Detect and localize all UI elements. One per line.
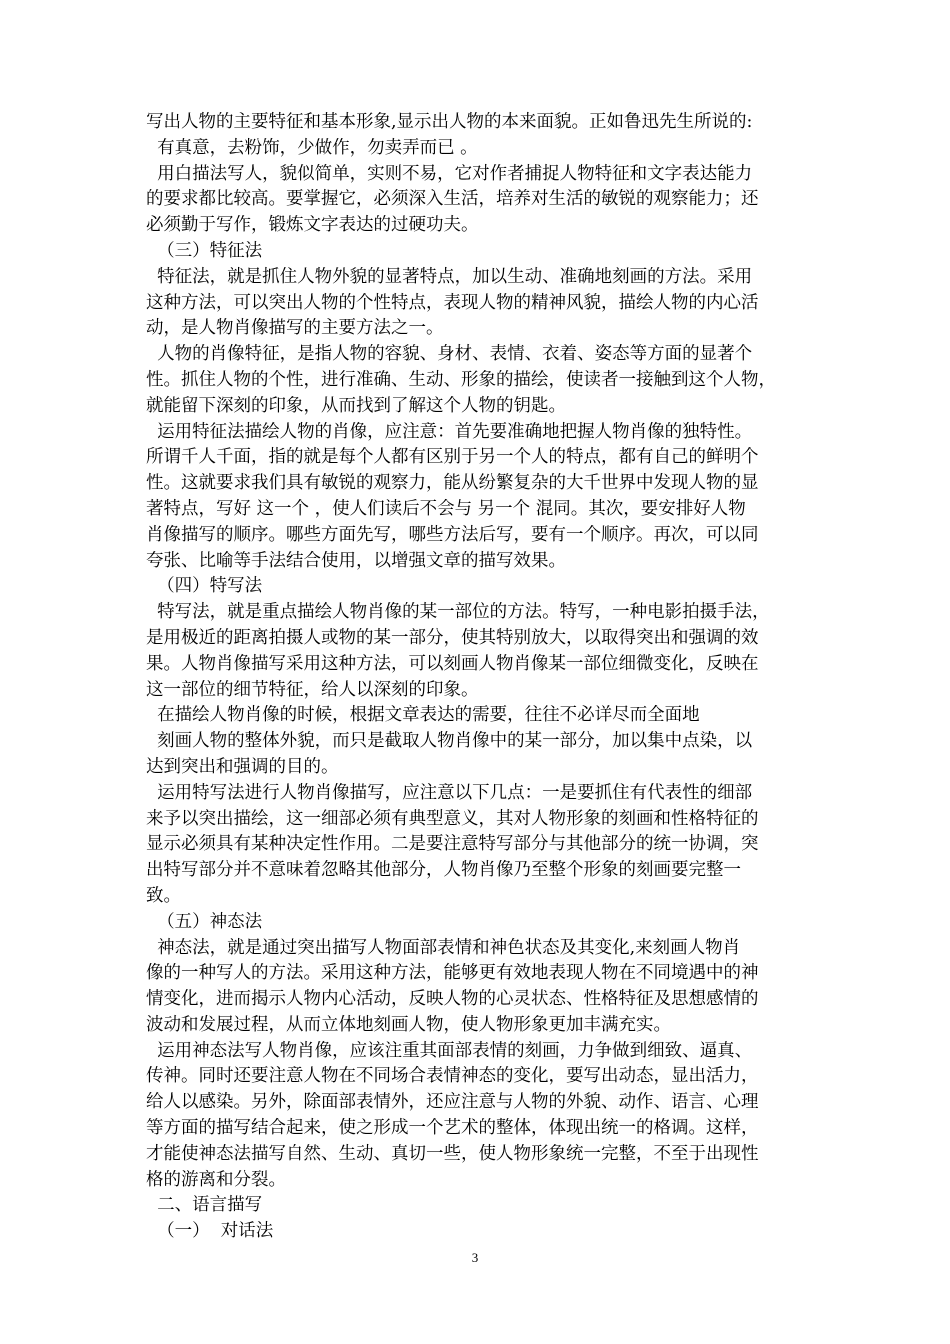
text-line: 这一部位的细节特征，给人以深刻的印象。 — [146, 679, 479, 700]
text-line: 才能使神态法描写自然、生动、真切一些，使人物形象统一完整，不至于出现性 — [146, 1143, 759, 1164]
text-line: 动，是人物肖像描写的主要方法之一。 — [146, 318, 444, 339]
text-line: 出特写部分并不意味着忽略其他部分，人物肖像乃至整个形象的刻画要完整一 — [146, 860, 741, 881]
text-line: 传神。同时还要注意人物在不同场合表情神态的变化，要写出动态，显出活力， — [146, 1066, 759, 1087]
text-line: 二、语言描写 — [146, 1195, 263, 1216]
text-line: 来予以突出描绘，这一细部必须有典型意义，其对人物形象的刻画和性格特征的 — [146, 808, 759, 829]
text-line: （四）特写法 — [146, 576, 263, 597]
body-text — [146, 110, 808, 1245]
text-line: 在描绘人物肖像的时候，根据文章表达的需要，往往不必详尽而全面地 — [146, 705, 700, 726]
text-line: 神态法，就是通过突出描写人物面部表情和神色状态及其变化,来刻画人物肖 — [146, 937, 741, 958]
text-line: 格的游离和分裂。 — [146, 1169, 286, 1190]
text-line: 致。 — [146, 885, 181, 906]
text-line: 性。抓住人物的个性，进行准确、生动、形象的描绘，使读者一接触到这个人物， — [146, 369, 776, 390]
text-line: 夸张、比喻等手法结合使用，以增强文章的描写效果。 — [146, 550, 566, 571]
text-line: 波动和发展过程，从而立体地刻画人物，使人物形象更加丰满充实。 — [146, 1014, 671, 1035]
text-line: 用白描法写人，貌似简单，实则不易，它对作者捕捉人物特征和文字表达能力 — [146, 163, 753, 184]
text-line: 像的一种写人的方法。采用这种方法，能够更有效地表现人物在不同境遇中的神 — [146, 963, 759, 984]
text-line: （三）特征法 — [146, 240, 263, 261]
text-line: 写出人物的主要特征和基本形象,显示出人物的本来面貌。正如鲁迅先生所说的: — [146, 112, 753, 132]
text-line: 性。这就要求我们具有敏锐的观察力，能从纷繁复杂的大千世界中发现人物的显 — [146, 473, 759, 494]
text-line: 人物的肖像特征，是指人物的容貌、身材、表情、衣着、姿态等方面的显著个 — [146, 344, 753, 365]
text-line: 运用神态法写人物肖像，应该注重其面部表情的刻画，力争做到细致、逼真、 — [146, 1040, 753, 1061]
text-line: 是用极近的距离拍摄人或物的某一部分，使其特别放大，以取得突出和强调的效 — [146, 627, 759, 648]
text-line: 达到突出和强调的目的。 — [146, 756, 339, 777]
text-line: 果。人物肖像描写采用这种方法，可以刻画人物肖像某一部位细微变化，反映在 — [146, 653, 759, 674]
text-line: 等方面的描写结合起来，使之形成一个艺术的整体，体现出统一的格调。这样， — [146, 1118, 759, 1139]
text-line: 刻画人物的整体外貌，而只是截取人物肖像中的某一部分，加以集中点染，以 — [146, 731, 753, 752]
text-line: （一） 对话法 — [146, 1221, 274, 1242]
text-line: 的要求都比较高。要掌握它，必须深入生活，培养对生活的敏锐的观察能力；还 — [146, 189, 759, 210]
text-line: 所谓千人千面，指的就是每个人都有区别于另一个人的特点，都有自己的鲜明个 — [146, 447, 759, 468]
text-line: 肖像描写的顺序。哪些方面先写，哪些方法后写，要有一个顺序。再次，可以同 — [146, 524, 759, 545]
text-line: 给人以感染。另外，除面部表情外，还应注意与人物的外貌、动作、语言、心理 — [146, 1092, 759, 1113]
text-line: 运用特写法进行人物肖像描写，应注意以下几点：一是要抓住有代表性的细部 — [146, 782, 753, 803]
text-line: （五）神态法 — [146, 911, 263, 932]
text-line: 运用特征法描绘人物的肖像，应注意：首先要准确地把握人物肖像的独特性。 — [146, 421, 753, 442]
text-line: 必须勤于写作，锻炼文字表达的过硬功夫。 — [146, 215, 479, 236]
text-line: 著特点，写好 这一个 ，使人们读后不会与 另一个 混同。其次，要安排好人物 — [146, 498, 746, 519]
text-line: 显示必须具有某种决定性作用。二是要注意特写部分与其他部分的统一协调，突 — [146, 834, 759, 855]
text-line: 情变化，进而揭示人物内心活动，反映人物的心灵状态、性格特征及思想感情的 — [146, 989, 759, 1010]
text-line: 这种方法，可以突出人物的个性特点，表现人物的精神风貌，描绘人物的内心活 — [146, 292, 759, 313]
text-line: 特写法，就是重点描绘人物肖像的某一部位的方法。特写，一种电影拍摄手法， — [146, 602, 770, 623]
text-line: 就能留下深刻的印象，从而找到了解这个人物的钥匙。 — [146, 395, 566, 416]
page-number: 3 — [471, 1250, 479, 1265]
text-line: 特征法，就是抓住人物外貌的显著特点，加以生动、准确地刻画的方法。采用 — [146, 266, 753, 287]
text-line: 有真意，去粉饰，少做作，勿卖弄而已 。 — [146, 137, 478, 158]
